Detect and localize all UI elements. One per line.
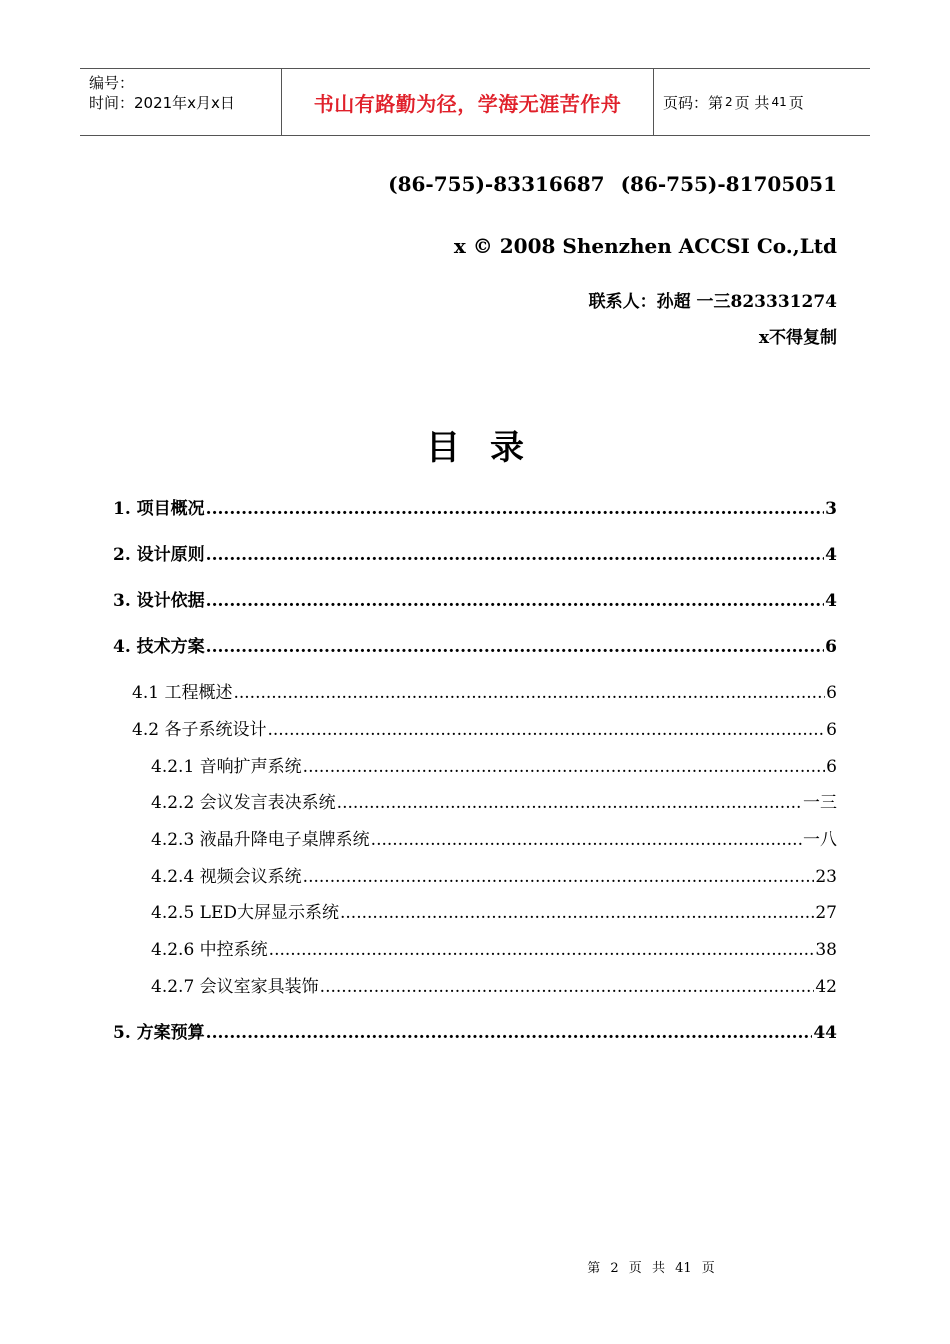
page-suffix: 页 xyxy=(788,93,804,112)
toc-entry-page: 4 xyxy=(825,545,837,565)
page-mid: 页 共 xyxy=(734,93,770,112)
toc-entry-page: 一三 xyxy=(803,793,837,813)
toc-entry[interactable] xyxy=(151,788,837,813)
toc-entry-label: 4.2.5 LED大屏显示系统 xyxy=(151,903,339,923)
toc-entry-page: 3 xyxy=(825,499,837,519)
toc-entry-page: 44 xyxy=(813,1023,837,1043)
toc-entry-label: 4.2.3 液晶升降电子桌牌系统 xyxy=(151,830,370,850)
copyright-line: x © 2008 Shenzhen ACCSI Co.,Ltd xyxy=(453,234,837,258)
header-page-info xyxy=(654,69,870,135)
toc-entry-page: 一八 xyxy=(803,830,837,850)
toc-entry-page: 6 xyxy=(826,683,837,703)
toc-leader-dots xyxy=(267,720,825,740)
page-header xyxy=(80,68,870,136)
toc-entry[interactable] xyxy=(151,752,837,777)
toc-entry[interactable] xyxy=(151,862,837,887)
header-motto: 书山有路勤为径，学海无涯苦作舟 xyxy=(313,91,622,116)
toc-entry-page: 6 xyxy=(825,637,837,657)
footer-ye-2: 页 xyxy=(701,1261,715,1276)
toc-entry-label: 1. 项目概况 xyxy=(113,499,205,519)
footer-page: 2 xyxy=(610,1261,619,1276)
toc-entry[interactable] xyxy=(113,540,837,565)
toc-entry-page: 6 xyxy=(826,720,837,740)
toc-leader-dots xyxy=(206,591,824,611)
toc-leader-dots xyxy=(303,867,815,887)
page-footer xyxy=(0,1257,950,1276)
page-number: 2 xyxy=(725,95,733,109)
header-meta xyxy=(80,69,281,135)
page-prefix: 页码：第 xyxy=(663,93,724,112)
toc-entry-page: 38 xyxy=(815,940,837,960)
toc-entry[interactable] xyxy=(132,678,837,703)
toc-entry-page: 4 xyxy=(825,591,837,611)
toc-entry-label: 4.2.6 中控系统 xyxy=(151,940,268,960)
toc-entry[interactable] xyxy=(151,935,837,960)
contact-line: 联系人：孙超 一三823331274 xyxy=(588,292,837,312)
toc-leader-dots xyxy=(206,1023,813,1043)
toc-entry[interactable] xyxy=(113,1018,837,1043)
toc-entry[interactable] xyxy=(113,632,837,657)
toc-title: 目录 xyxy=(426,428,554,468)
toc-leader-dots xyxy=(320,977,815,997)
toc-entry-label: 5. 方案预算 xyxy=(113,1023,205,1043)
toc-entry-page: 23 xyxy=(815,867,837,887)
toc-entry-label: 4.2.2 会议发言表决系统 xyxy=(151,793,336,813)
footer-gong: 共 xyxy=(651,1261,665,1276)
toc-leader-dots xyxy=(340,903,814,923)
document-time-label: 时间：2021年x月x日 xyxy=(89,94,235,112)
page-total: 41 xyxy=(771,95,787,109)
toc-entry-label: 3. 设计依据 xyxy=(113,591,205,611)
document-number-label: 编号： xyxy=(89,74,135,92)
footer-total: 41 xyxy=(675,1261,692,1276)
toc-entry[interactable] xyxy=(113,586,837,611)
no-copy-notice: x不得复制 xyxy=(758,328,837,348)
toc-entry-page: 27 xyxy=(815,903,837,923)
toc-entry[interactable] xyxy=(151,972,837,997)
toc-entry-page: 42 xyxy=(815,977,837,997)
toc-leader-dots xyxy=(371,830,802,850)
toc-leader-dots xyxy=(303,757,826,777)
phone-2: (86-755)-81705051 xyxy=(620,172,837,196)
toc-entry-label: 4.1 工程概述 xyxy=(132,683,233,703)
toc-entry-label: 2. 设计原则 xyxy=(113,545,205,565)
toc-leader-dots xyxy=(337,793,802,813)
toc-entry[interactable] xyxy=(132,715,837,740)
footer-di: 第 xyxy=(587,1261,601,1276)
toc-entry[interactable] xyxy=(151,898,837,923)
toc-entry-label: 4.2.1 音响扩声系统 xyxy=(151,757,302,777)
toc-entry-label: 4.2.4 视频会议系统 xyxy=(151,867,302,887)
header-motto-cell xyxy=(281,69,654,135)
footer-ye: 页 xyxy=(628,1261,642,1276)
toc-leader-dots xyxy=(206,637,824,657)
toc-entry-label: 4. 技术方案 xyxy=(113,637,205,657)
phone-1: (86-755)-83316687 xyxy=(388,172,605,196)
toc-entry-label: 4.2.7 会议室家具装饰 xyxy=(151,977,319,997)
toc-entry-label: 4.2 各子系统设计 xyxy=(132,720,267,740)
toc-entry[interactable] xyxy=(113,494,837,519)
phone-numbers xyxy=(388,172,837,196)
toc-leader-dots xyxy=(206,545,824,565)
toc-entry-page: 6 xyxy=(826,757,837,777)
toc-leader-dots xyxy=(233,683,825,703)
toc-leader-dots xyxy=(269,940,815,960)
toc-leader-dots xyxy=(206,499,824,519)
toc-entry[interactable] xyxy=(151,825,837,850)
